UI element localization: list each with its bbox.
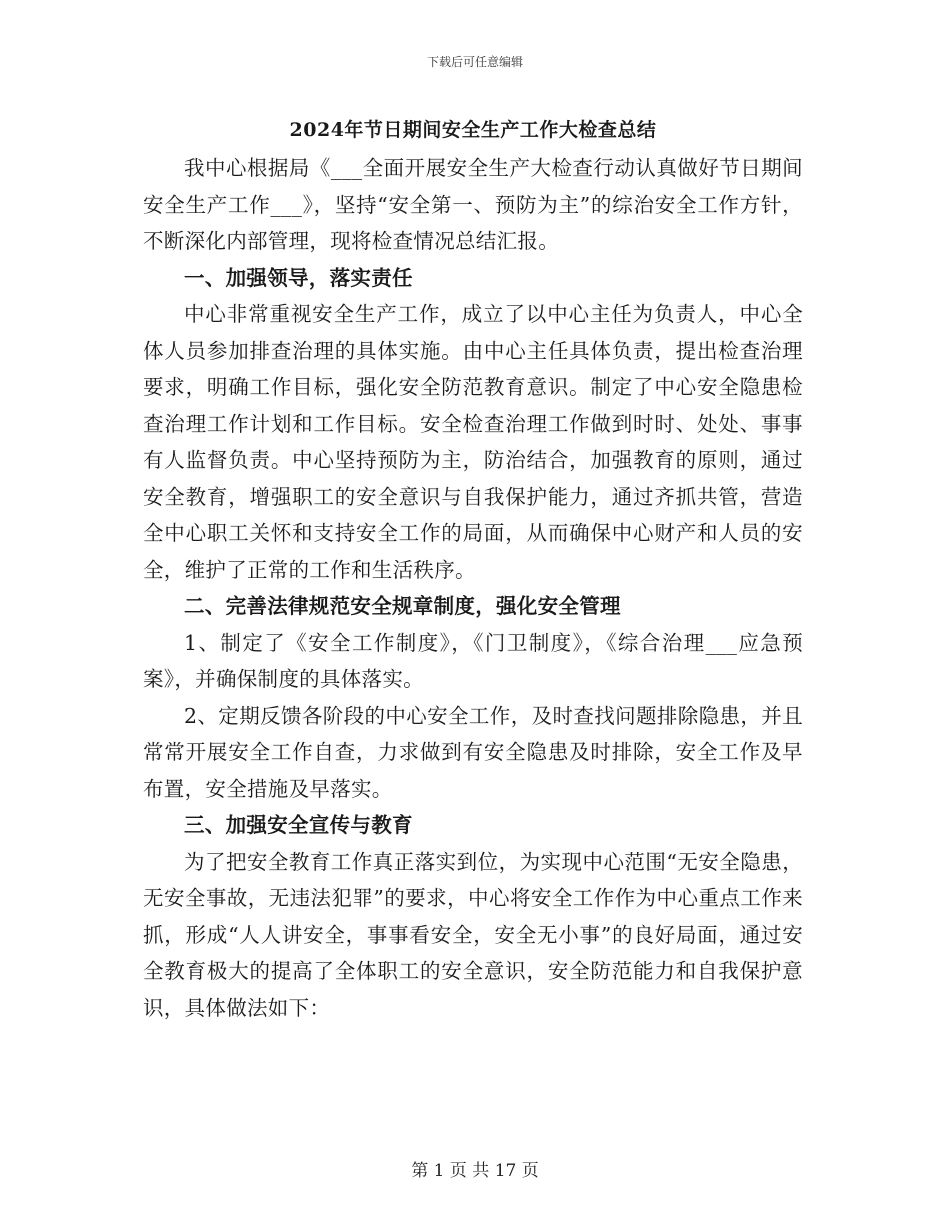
section-2-item-2: 2、定期反馈各阶段的中心安全工作，及时查找问题排除隐患，并且常常开展安全工作自查，力求做到有安全隐患及时排除，安全工作及早布置，安全措施及早落实。 [143,703,803,801]
document-title: 2024年节日期间安全生产工作大检查总结 [289,119,657,141]
section-2-item-1: 1、制定了《安全工作制度》，《门卫制度》，《综合治理___应急预案》，并确保制度的具体落实。 [143,630,803,691]
section-heading-1: 一、加强领导，落实责任 [184,265,413,290]
document-body [143,112,803,1026]
section-heading-3: 三、加强安全宣传与教育 [184,813,413,837]
section-1-paragraph: 中心非常重视安全生产工作，成立了以中心主任为负责人，中心全体人员参加排查治理的具体实施。由中心主任具体负责，提出检查治理要求，明确工作目标，强化安全防范教育意识。制定了中心安全隐患检查治理工作计划和工作目标。安全检查治理工作做到时时、处处、事事有人监督负责。中心坚持预防为主，防治结合，加强教育的原则，通过安全教育，增强职工的安全意识与自我保护能力，通过齐抓共管，营造全中心职工关怀和支持安全工作的局面，从而确保中心财产和人员的安全，维护了正常的工作和生活秩序。 [143,302,803,582]
intro-paragraph: 我中心根据局《___全面开展安全生产大检查行动认真做好节日期间安全生产工作___》，坚持“安全第一、预防为主”的综治安全工作方针，不断深化内部管理，现将检查情况总结汇报。 [143,156,803,253]
page-header: 下载后可任意编辑 [426,55,523,69]
section-heading-2: 二、完善法律规范安全规章制度，强化安全管理 [184,594,621,618]
page-footer: 第 1 页 共 17 页 [411,1161,539,1181]
section-3-paragraph: 为了把安全教育工作真正落实到位，为实现中心范围“无安全隐患，无安全事故，无违法犯罪”的要求，中心将安全工作作为中心重点工作来抓，形成“人人讲安全，事事看安全，安全无小事”的良好局面，通过安全教育极大的提高了全体职工的安全意识，安全防范能力和自我保护意识，具体做法如下： [143,849,803,1020]
